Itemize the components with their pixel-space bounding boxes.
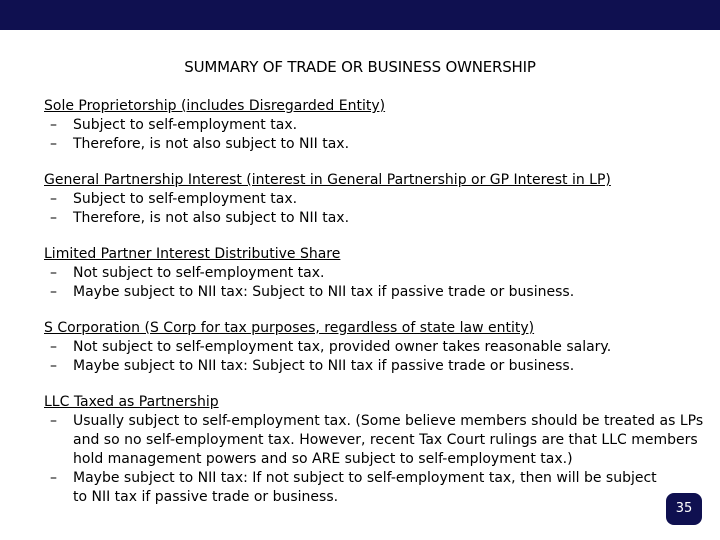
list-item — [44, 469, 704, 507]
bullet-dash: – — [50, 470, 57, 486]
list-item-text: Not subject to self-employment tax. — [73, 265, 325, 281]
list-item-text: Usually subject to self-employment tax. (Some believe members should be treated as LPs and so no self-employment tax. However, recent Tax Court rulings are that LLC members hold management powers and so ARE subject to self-employment tax.) — [73, 413, 704, 467]
list-item — [44, 209, 704, 228]
bullet-dash: – — [50, 136, 57, 152]
list-item — [44, 135, 704, 154]
top-banner — [0, 0, 720, 30]
bullet-dash: – — [50, 117, 57, 133]
bullet-dash: – — [50, 339, 57, 355]
bullet-dash: – — [50, 358, 57, 374]
list-item-text: Maybe subject to NII tax: If not subject to self-employment tax, then will be subject to NII tax if passive trade or business. — [73, 470, 657, 505]
list-item — [44, 412, 704, 469]
bullet-dash: – — [50, 284, 57, 300]
list-item — [44, 357, 704, 376]
section-heading: Sole Proprietorship (includes Disregarded Entity) — [44, 98, 386, 114]
list-item-text: Subject to self-employment tax. — [73, 191, 298, 207]
section-s-corporation — [44, 319, 704, 376]
bullet-dash: – — [50, 191, 57, 207]
section-heading: LLC Taxed as Partnership — [44, 394, 219, 410]
section-heading: General Partnership Interest (interest in General Partnership or GP Interest in LP) — [44, 172, 611, 188]
list-item — [44, 264, 704, 283]
list-item — [44, 283, 704, 302]
section-llc-partnership — [44, 393, 704, 507]
bullet-dash: – — [50, 265, 57, 281]
list-item-text: Maybe subject to NII tax: Subject to NII tax if passive trade or business. — [73, 358, 575, 374]
section-heading: S Corporation (S Corp for tax purposes, regardless of state law entity) — [44, 320, 535, 336]
section-sole-proprietorship — [44, 97, 704, 154]
list-item-text: Therefore, is not also subject to NII tax. — [73, 210, 350, 226]
section-heading: Limited Partner Interest Distributive Share — [44, 246, 341, 262]
bullet-dash: – — [50, 210, 57, 226]
section-general-partnership — [44, 171, 704, 228]
list-item — [44, 190, 704, 209]
list-item-text: Therefore, is not also subject to NII tax. — [73, 136, 350, 152]
list-item-text: Subject to self-employment tax. — [73, 117, 298, 133]
list-item — [44, 116, 704, 135]
slide-title: SUMMARY OF TRADE OR BUSINESS OWNERSHIP — [184, 58, 536, 76]
list-item-text: Not subject to self-employment tax, provided owner takes reasonable salary. — [73, 339, 612, 355]
list-item-text: Maybe subject to NII tax: Subject to NII tax if passive trade or business. — [73, 284, 575, 300]
bullet-dash: – — [50, 413, 57, 429]
slide-content — [44, 97, 704, 524]
page-number-badge: 35 — [666, 493, 702, 525]
list-item — [44, 338, 704, 357]
section-limited-partner — [44, 245, 704, 302]
